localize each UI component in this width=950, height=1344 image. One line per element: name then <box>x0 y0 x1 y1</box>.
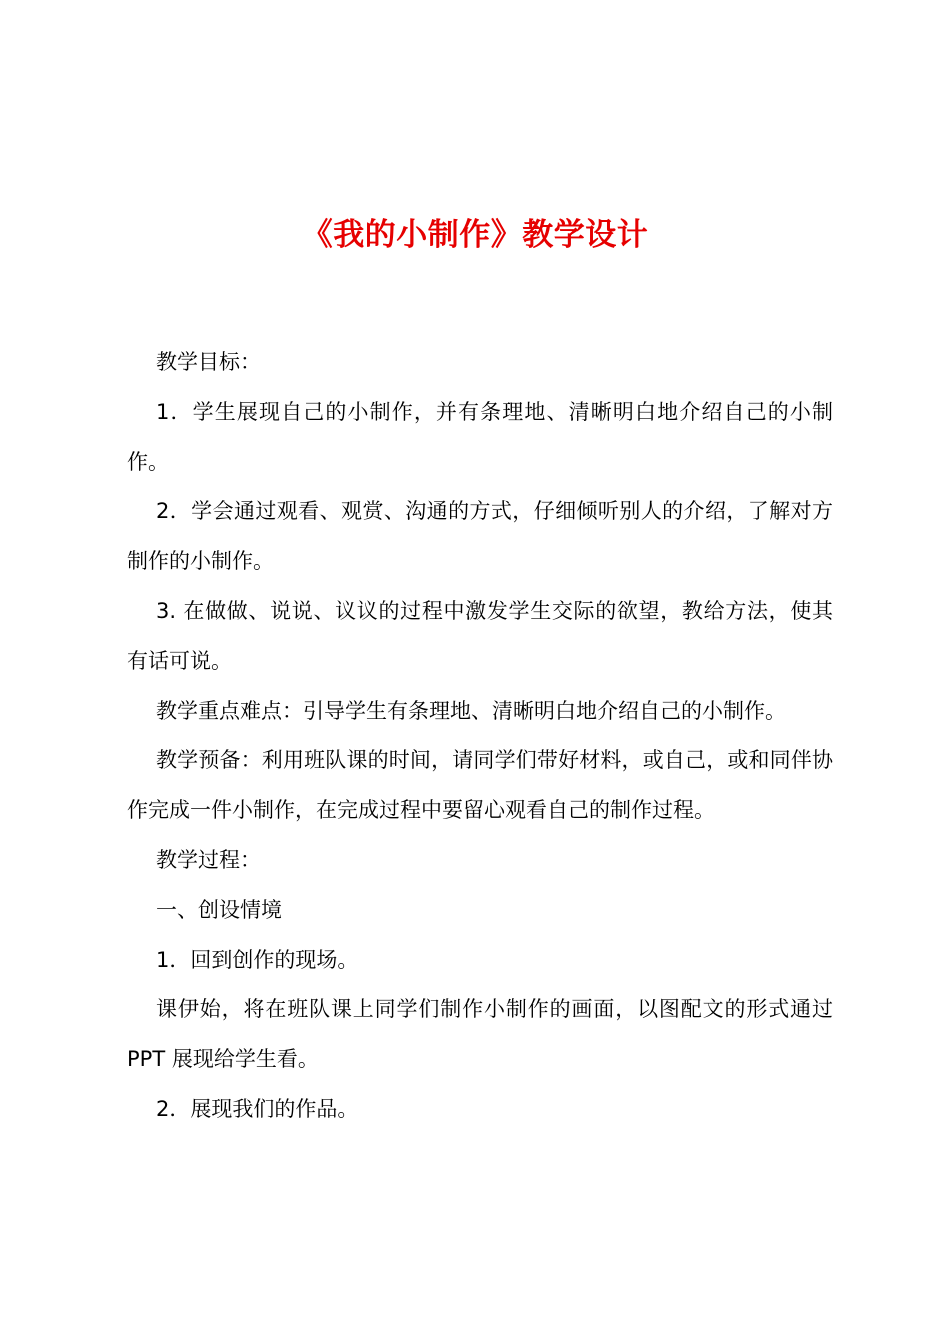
paragraph-process-heading: 教学过程： <box>156 847 261 872</box>
document-body <box>127 338 833 1135</box>
paragraph-objective-2: 2．学会通过观看、观赏、沟通的方式，仔细倾听别人的介绍，了解对方制作的小制作。 <box>127 499 833 574</box>
paragraph-preparation: 教学预备：利用班队课的时间，请同学们带好材料，或自己，或和同伴协作完成一件小制作，在完成过程中要留心观看自己的制作过程。 <box>127 748 833 823</box>
paragraph-step-1-detail: 课伊始，将在班队课上同学们制作小制作的画面，以图配文的形式通过 PPT 展现给学生看。 <box>127 997 833 1072</box>
paragraph-objective-3: 3. 在做做、说说、议议的过程中激发学生交际的欲望，教给方法，使其有话可说。 <box>127 598 833 673</box>
paragraph-step-2: 2．展现我们的作品。 <box>156 1096 359 1121</box>
paragraph-section-1-heading: 一、创设情境 <box>156 897 282 922</box>
paragraph-key-points: 教学重点难点：引导学生有条理地、清晰明白地介绍自己的小制作。 <box>156 698 786 723</box>
paragraph-objective-1: 1．学生展现自己的小制作，并有条理地、清晰明白地介绍自己的小制作。 <box>127 399 833 474</box>
document-title: 《我的小制作》教学设计 <box>301 217 649 253</box>
paragraph-step-1: 1．回到创作的现场。 <box>156 947 359 972</box>
paragraph-objectives-heading: 教学目标： <box>156 350 261 374</box>
